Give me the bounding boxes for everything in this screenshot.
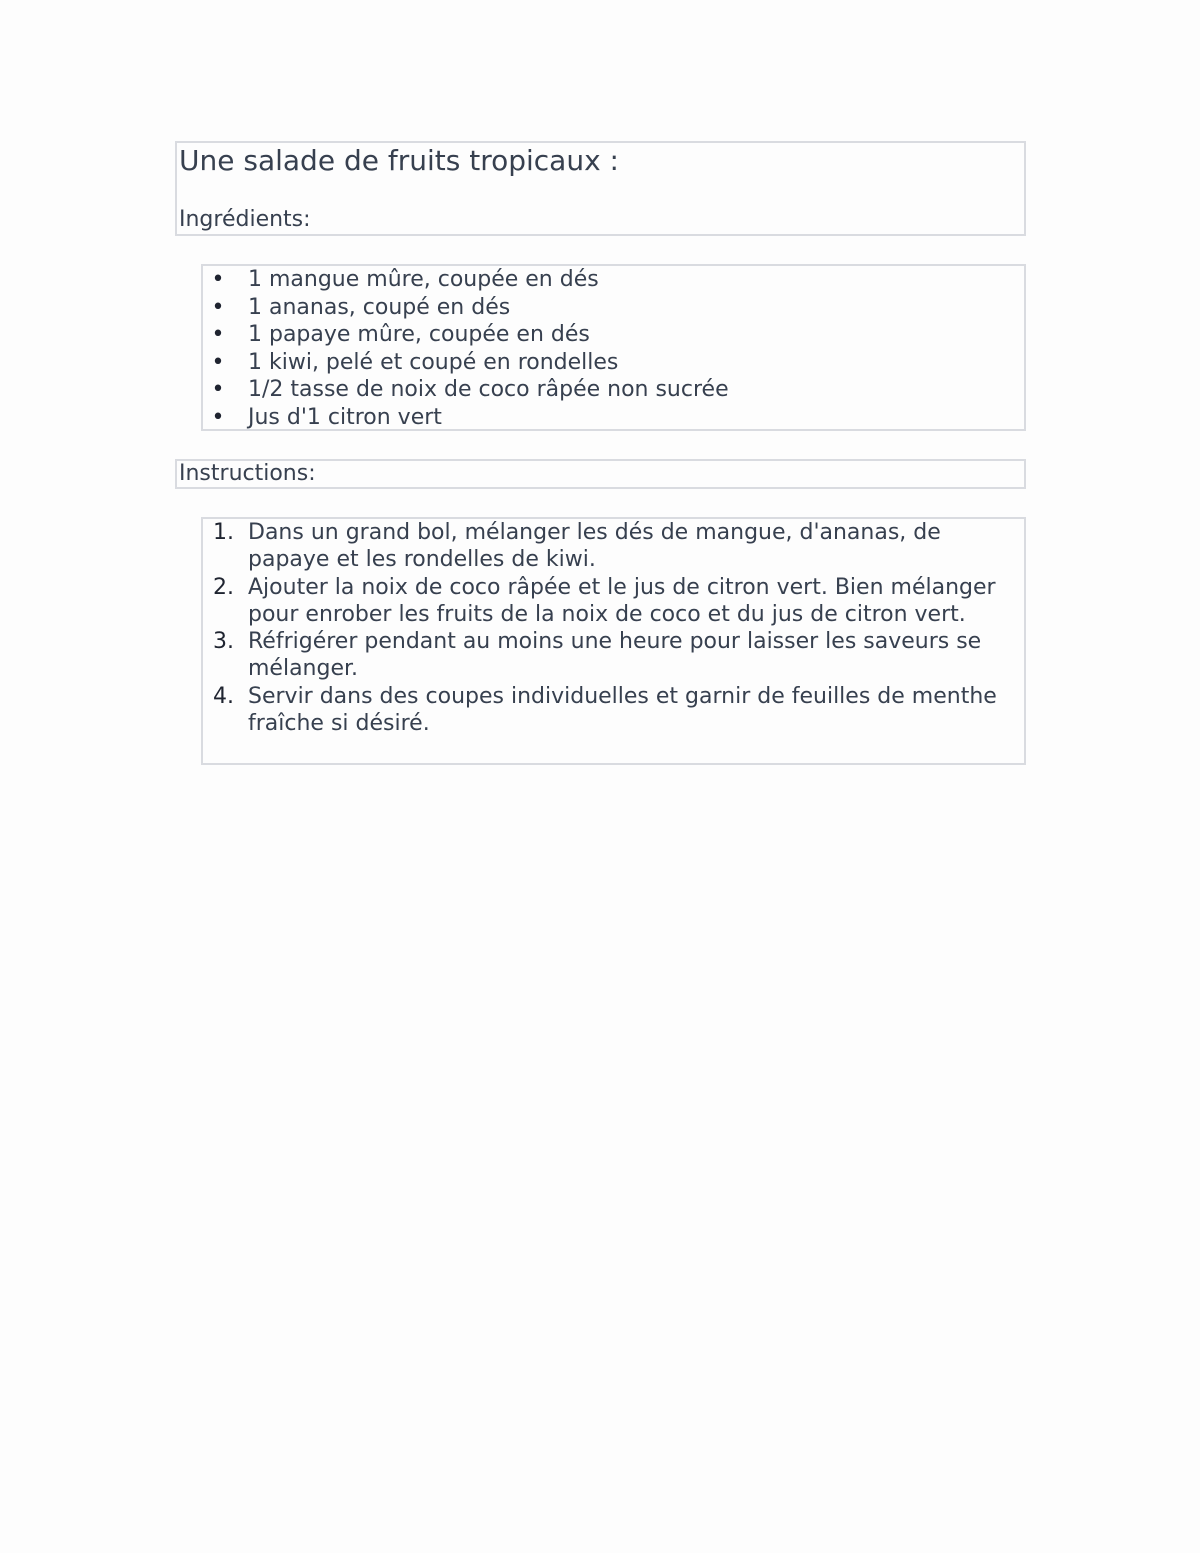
ingredient-text: 1 ananas, coupé en dés (248, 294, 511, 320)
ingredient-text: 1 mangue mûre, coupée en dés (248, 267, 599, 292)
ingredients-block (201, 264, 1026, 431)
ingredient-item (203, 376, 1024, 404)
ingredient-item (203, 404, 1024, 432)
ingredient-item (203, 266, 1024, 294)
ingredients-heading: Ingrédients: (179, 207, 311, 232)
step-number: 4. (213, 683, 234, 709)
ingredient-text: 1 papaye mûre, coupée en dés (248, 322, 590, 347)
step-text: Servir dans des coupes individuelles et garnir de feuilles de menthe fraîche si désiré. (248, 683, 997, 737)
ingredients-list (203, 266, 1024, 431)
step-number: 3. (213, 629, 234, 655)
step-number: 2. (213, 574, 234, 600)
step-number: 1. (213, 520, 234, 545)
step-text: Dans un grand bol, mélanger les dés de mangue, d'ananas, de papaye et les rondelles de kiwi. (248, 520, 941, 573)
step-item (203, 574, 1024, 629)
steps-block (201, 517, 1026, 765)
step-item (203, 628, 1024, 683)
bullet-icon: • (211, 377, 225, 402)
ingredient-item (203, 294, 1024, 322)
ingredient-text: 1 kiwi, pelé et coupé en rondelles (248, 349, 619, 375)
step-item (203, 519, 1024, 574)
title-block (175, 141, 1026, 236)
ingredient-item (203, 321, 1024, 349)
steps-list (203, 519, 1024, 737)
step-text: Réfrigérer pendant au moins une heure pour laisser les saveurs se mélanger. (248, 629, 982, 682)
ingredient-text: Jus d'1 citron vert (248, 404, 442, 430)
bullet-icon: • (211, 267, 225, 292)
instructions-heading-block (175, 459, 1026, 489)
ingredient-item (203, 349, 1024, 377)
bullet-icon: • (211, 404, 225, 430)
step-item (203, 683, 1024, 738)
recipe-title: Une salade de fruits tropicaux : (179, 144, 619, 177)
bullet-icon: • (211, 349, 225, 375)
instructions-heading: Instructions: (179, 461, 316, 486)
bullet-icon: • (211, 294, 225, 320)
step-text: Ajouter la noix de coco râpée et le jus de citron vert. Bien mélanger pour enrober les fruits de la noix de coco et du jus de citron vert. (248, 574, 996, 627)
bullet-icon: • (211, 322, 225, 347)
ingredient-text: 1/2 tasse de noix de coco râpée non sucrée (248, 377, 729, 402)
